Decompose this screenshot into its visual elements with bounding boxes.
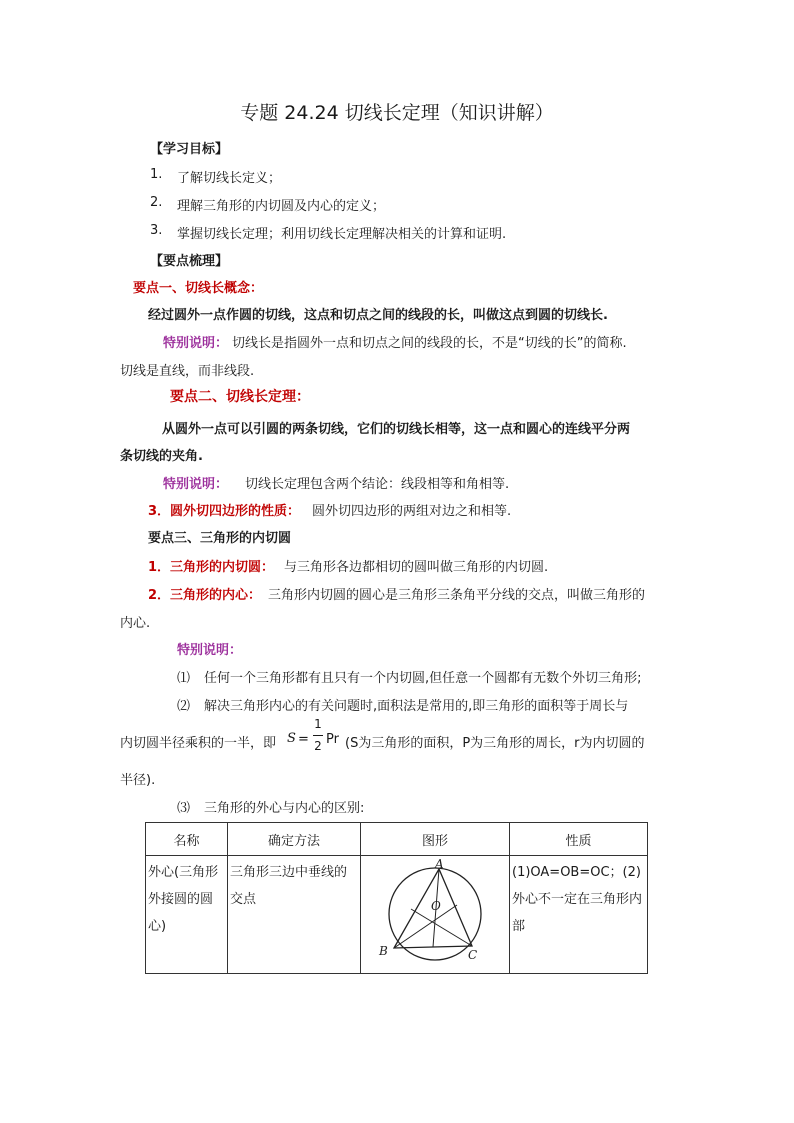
objective-num-2: 2. xyxy=(150,195,163,210)
formula-s: S xyxy=(287,731,296,746)
formula-equals: = xyxy=(298,732,309,747)
point3-item2-label: 2．三角形的内心： xyxy=(148,588,262,603)
row-circumcenter-method: 三角形三边中垂线的交点 xyxy=(230,865,348,907)
point3-item1-label: 1．三角形的内切圆： xyxy=(148,560,275,575)
label-o: O xyxy=(431,898,441,913)
note2-line2-b: (S为三角形的面积，P为三角形的周长，r为内切圆的 xyxy=(345,736,645,751)
objective-text-2: 理解三角形的内切圆及内心的定义； xyxy=(177,199,386,214)
header-name: 名称 xyxy=(146,823,228,856)
table-header-row xyxy=(146,823,648,856)
point1-note-line1: 切线长是指圆外一点和切点之间的线段的长，不是“切线的长”的简称. xyxy=(232,336,627,351)
fraction-bar xyxy=(313,735,323,736)
point1-note-label: 特别说明： xyxy=(163,336,229,351)
point1-definition: 经过圆外一点作圆的切线，这点和切点之间的线段的长，叫做这点到圆的切线长. xyxy=(148,308,608,323)
note2-num: ⑵ xyxy=(177,699,191,714)
point3-title: 要点三、三角形的内切圆 xyxy=(148,531,292,546)
circumcenter-figure xyxy=(361,857,509,969)
objective-text-1: 了解切线长定义； xyxy=(177,171,282,186)
formula-numerator: 1 xyxy=(314,717,322,731)
header-method: 确定方法 xyxy=(228,823,361,856)
point3-item1-text: 与三角形各边都相切的圆叫做三角形的内切圆. xyxy=(284,560,549,575)
review-heading: 【要点梳理】 xyxy=(150,254,229,269)
label-c: C xyxy=(468,947,478,962)
label-b: B xyxy=(379,943,388,958)
point2-item3-label: 3．圆外切四边形的性质： xyxy=(148,504,301,519)
point3-note-label: 特别说明： xyxy=(177,643,243,658)
note3-num: ⑶ xyxy=(177,801,191,816)
note2-text: 解决三角形内心的有关问题时,面积法是常用的,即三角形的面积等于周长与 xyxy=(204,699,629,714)
point3-item2-cont: 内心. xyxy=(120,616,151,631)
note2-line2-a: 内切圆半径乘积的一半，即 xyxy=(120,736,277,751)
label-a: A xyxy=(435,856,444,871)
point1-note-line2: 切线是直线，而非线段. xyxy=(120,364,255,379)
row-circumcenter-name: 外心(三角形外接圆的圆心) xyxy=(148,865,219,934)
objective-num-3: 3. xyxy=(150,223,163,238)
note1-num: ⑴ xyxy=(177,671,191,686)
formula-pr: Pr xyxy=(326,732,339,747)
point2-note-label: 特别说明： xyxy=(163,477,229,492)
point2-theorem-line1: 从圆外一点可以引圆的两条切线，它们的切线长相等，这一点和圆心的连线平分两 xyxy=(162,422,631,437)
objectives-heading: 【学习目标】 xyxy=(150,142,229,157)
point3-item2-text: 三角形内切圆的圆心是三角形三条角平分线的交点，叫做三角形的 xyxy=(268,588,646,603)
row-circumcenter-property: (1)OA=OB=OC；(2)外心不一定在三角形内部 xyxy=(512,865,643,934)
note1-text: 任何一个三角形都有且只有一个内切圆,但任意一个圆都有无数个外切三角形; xyxy=(204,671,642,686)
formula-denominator: 2 xyxy=(314,739,322,753)
note2-line3: 半径). xyxy=(120,773,156,788)
point2-item3-text: 圆外切四边形的两组对边之和相等. xyxy=(312,504,512,519)
point2-note-text: 切线长定理包含两个结论：线段相等和角相等. xyxy=(245,477,510,492)
center-comparison-table xyxy=(145,822,648,974)
point2-title: 要点二、切线长定理： xyxy=(170,389,310,405)
note3-text: 三角形的外心与内心的区别: xyxy=(204,801,365,816)
page-title: 专题 24.24 切线长定理（知识讲解） xyxy=(240,102,554,124)
objective-num-1: 1. xyxy=(150,167,163,182)
point1-title: 要点一、切线长概念： xyxy=(133,281,264,296)
header-figure: 图形 xyxy=(361,823,510,856)
objective-text-3: 掌握切线长定理；利用切线长定理解决相关的计算和证明. xyxy=(177,227,507,242)
table-row xyxy=(146,856,648,974)
point2-theorem-line2: 条切线的夹角. xyxy=(120,449,203,464)
header-property: 性质 xyxy=(510,823,648,856)
